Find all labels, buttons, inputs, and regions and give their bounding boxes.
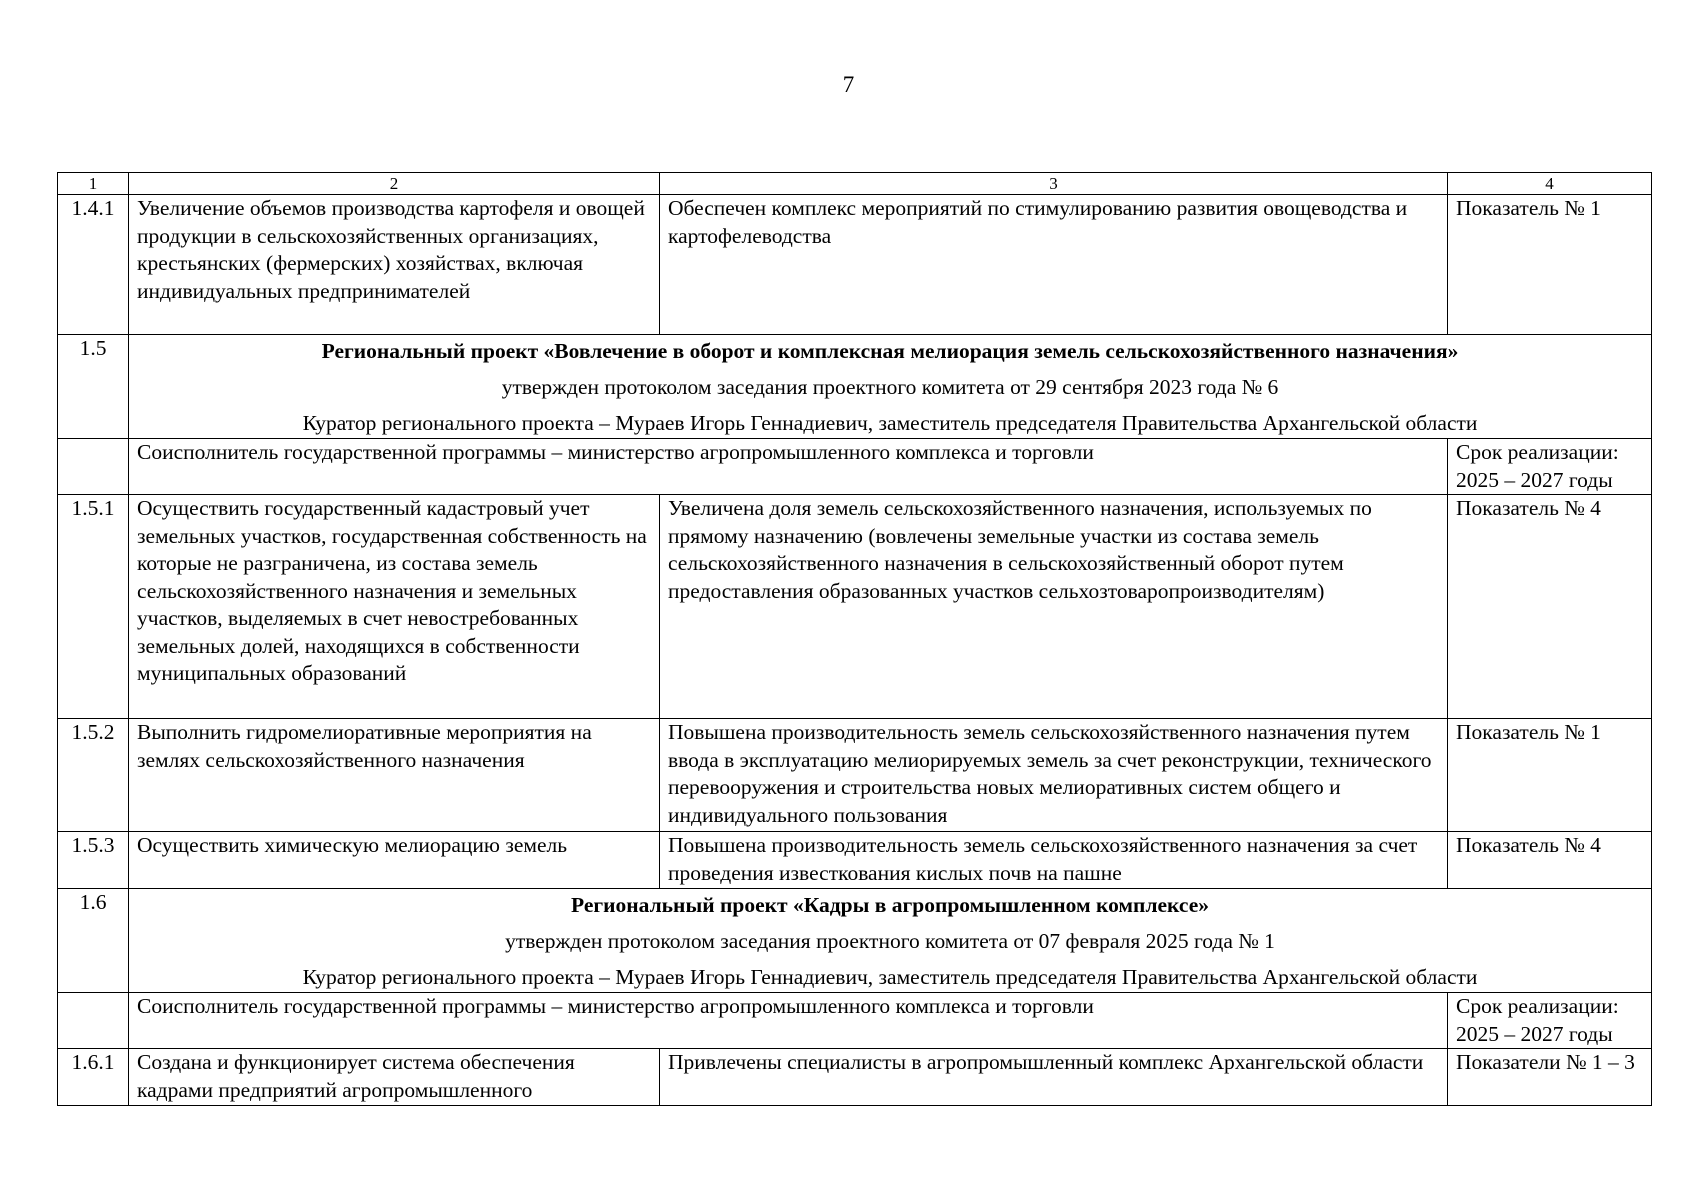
result-cell: Повышена производительность земель сельскохозяйственного назначения за счет проведения известкования кислых почв на пашне <box>660 832 1448 889</box>
table-row <box>58 495 1652 719</box>
project-number: 1.5 <box>58 335 129 439</box>
project-title-cell <box>129 889 1652 993</box>
project-curator: Куратор регионального проекта – Мураев Игорь Геннадиевич, заместитель председателя Правительства Архангельской области <box>302 411 1478 435</box>
table-row <box>58 1049 1652 1106</box>
row-number: 1.6.1 <box>58 1049 129 1106</box>
result-cell: Повышена производительность земель сельскохозяйственного назначения путем ввода в эксплуатацию мелиорируемых земель за счет реконструкции, технического перевооружения и строительства новых мелиоративных систем общего и индивидуального пользования <box>660 719 1448 832</box>
column-number-row <box>58 173 1652 195</box>
column-number-3: 3 <box>660 173 1448 195</box>
task-cell: Осуществить химическую мелиорацию земель <box>129 832 660 889</box>
project-name: Региональный проект «Кадры в агропромышленном комплексе» <box>571 893 1209 917</box>
indicator-cell: Показатель № 4 <box>1448 832 1652 889</box>
result-cell: Увеличена доля земель сельскохозяйственного назначения, используемых по прямому назначению (вовлечены земельные участки из состава земель сельскохозяйственного назначения в сельскохозяйственный оборот путем предоставления образованных участков сельхозтоваропроизводителям) <box>660 495 1448 719</box>
indicator-cell: Показатель № 4 <box>1448 495 1652 719</box>
task-cell: Осуществить государственный кадастровый учет земельных участков, государственная собственность на которые не разграничена, из состава земель сельскохозяйственного назначения и земельных участков, выделяемых в счет невостребованных земельных долей, находящихся в собственности муниципальных образований <box>129 495 660 719</box>
empty-cell <box>58 439 129 495</box>
project-name: Региональный проект «Вовлечение в оборот и комплексная мелиорация земель сельскохозяйственного назначения» <box>321 339 1459 363</box>
program-table <box>57 172 1652 1106</box>
row-number: 1.5.1 <box>58 495 129 719</box>
row-number: 1.4.1 <box>58 195 129 335</box>
indicator-cell: Показатели № 1 – 3 <box>1448 1049 1652 1106</box>
result-cell: Привлечены специалисты в агропромышленный комплекс Архангельской области <box>660 1049 1448 1106</box>
indicator-cell: Показатель № 1 <box>1448 719 1652 832</box>
coexecutor-cell: Соисполнитель государственной программы – министерство агропромышленного комплекса и торговли <box>129 439 1448 495</box>
project-approval: утвержден протоколом заседания проектного комитета от 29 сентября 2023 года № 6 <box>501 375 1279 399</box>
column-number-2: 2 <box>129 173 660 195</box>
project-row-1-5 <box>58 335 1652 439</box>
empty-cell <box>58 993 129 1049</box>
indicator-cell: Показатель № 1 <box>1448 195 1652 335</box>
coexecutor-row <box>58 993 1652 1049</box>
term-cell: Срок реализации: 2025 – 2027 годы <box>1448 439 1652 495</box>
row-number: 1.5.3 <box>58 832 129 889</box>
project-row-1-6 <box>58 889 1652 993</box>
coexecutor-row <box>58 439 1652 495</box>
result-cell: Обеспечен комплекс мероприятий по стимулированию развития овощеводства и картофелеводства <box>660 195 1448 335</box>
table-row <box>58 195 1652 335</box>
project-number: 1.6 <box>58 889 129 993</box>
column-number-4: 4 <box>1448 173 1652 195</box>
page-number: 7 <box>842 72 855 97</box>
task-cell: Увеличение объемов производства картофеля и овощей продукции в сельскохозяйственных организациях, крестьянских (фермерских) хозяйствах, включая индивидуальных предпринимателей <box>129 195 660 335</box>
project-approval: утвержден протоколом заседания проектного комитета от 07 февраля 2025 года № 1 <box>505 929 1275 953</box>
project-curator: Куратор регионального проекта – Мураев Игорь Геннадиевич, заместитель председателя Правительства Архангельской области <box>302 965 1478 989</box>
project-title-cell <box>129 335 1652 439</box>
column-number-1: 1 <box>58 173 129 195</box>
row-number: 1.5.2 <box>58 719 129 832</box>
task-cell: Создана и функционирует система обеспечения кадрами предприятий агропромышленного <box>129 1049 660 1106</box>
coexecutor-cell: Соисполнитель государственной программы – министерство агропромышленного комплекса и торговли <box>129 993 1448 1049</box>
term-cell: Срок реализации: 2025 – 2027 годы <box>1448 993 1652 1049</box>
task-cell: Выполнить гидромелиоративные мероприятия на землях сельскохозяйственного назначения <box>129 719 660 832</box>
table-row <box>58 832 1652 889</box>
table-row <box>58 719 1652 832</box>
